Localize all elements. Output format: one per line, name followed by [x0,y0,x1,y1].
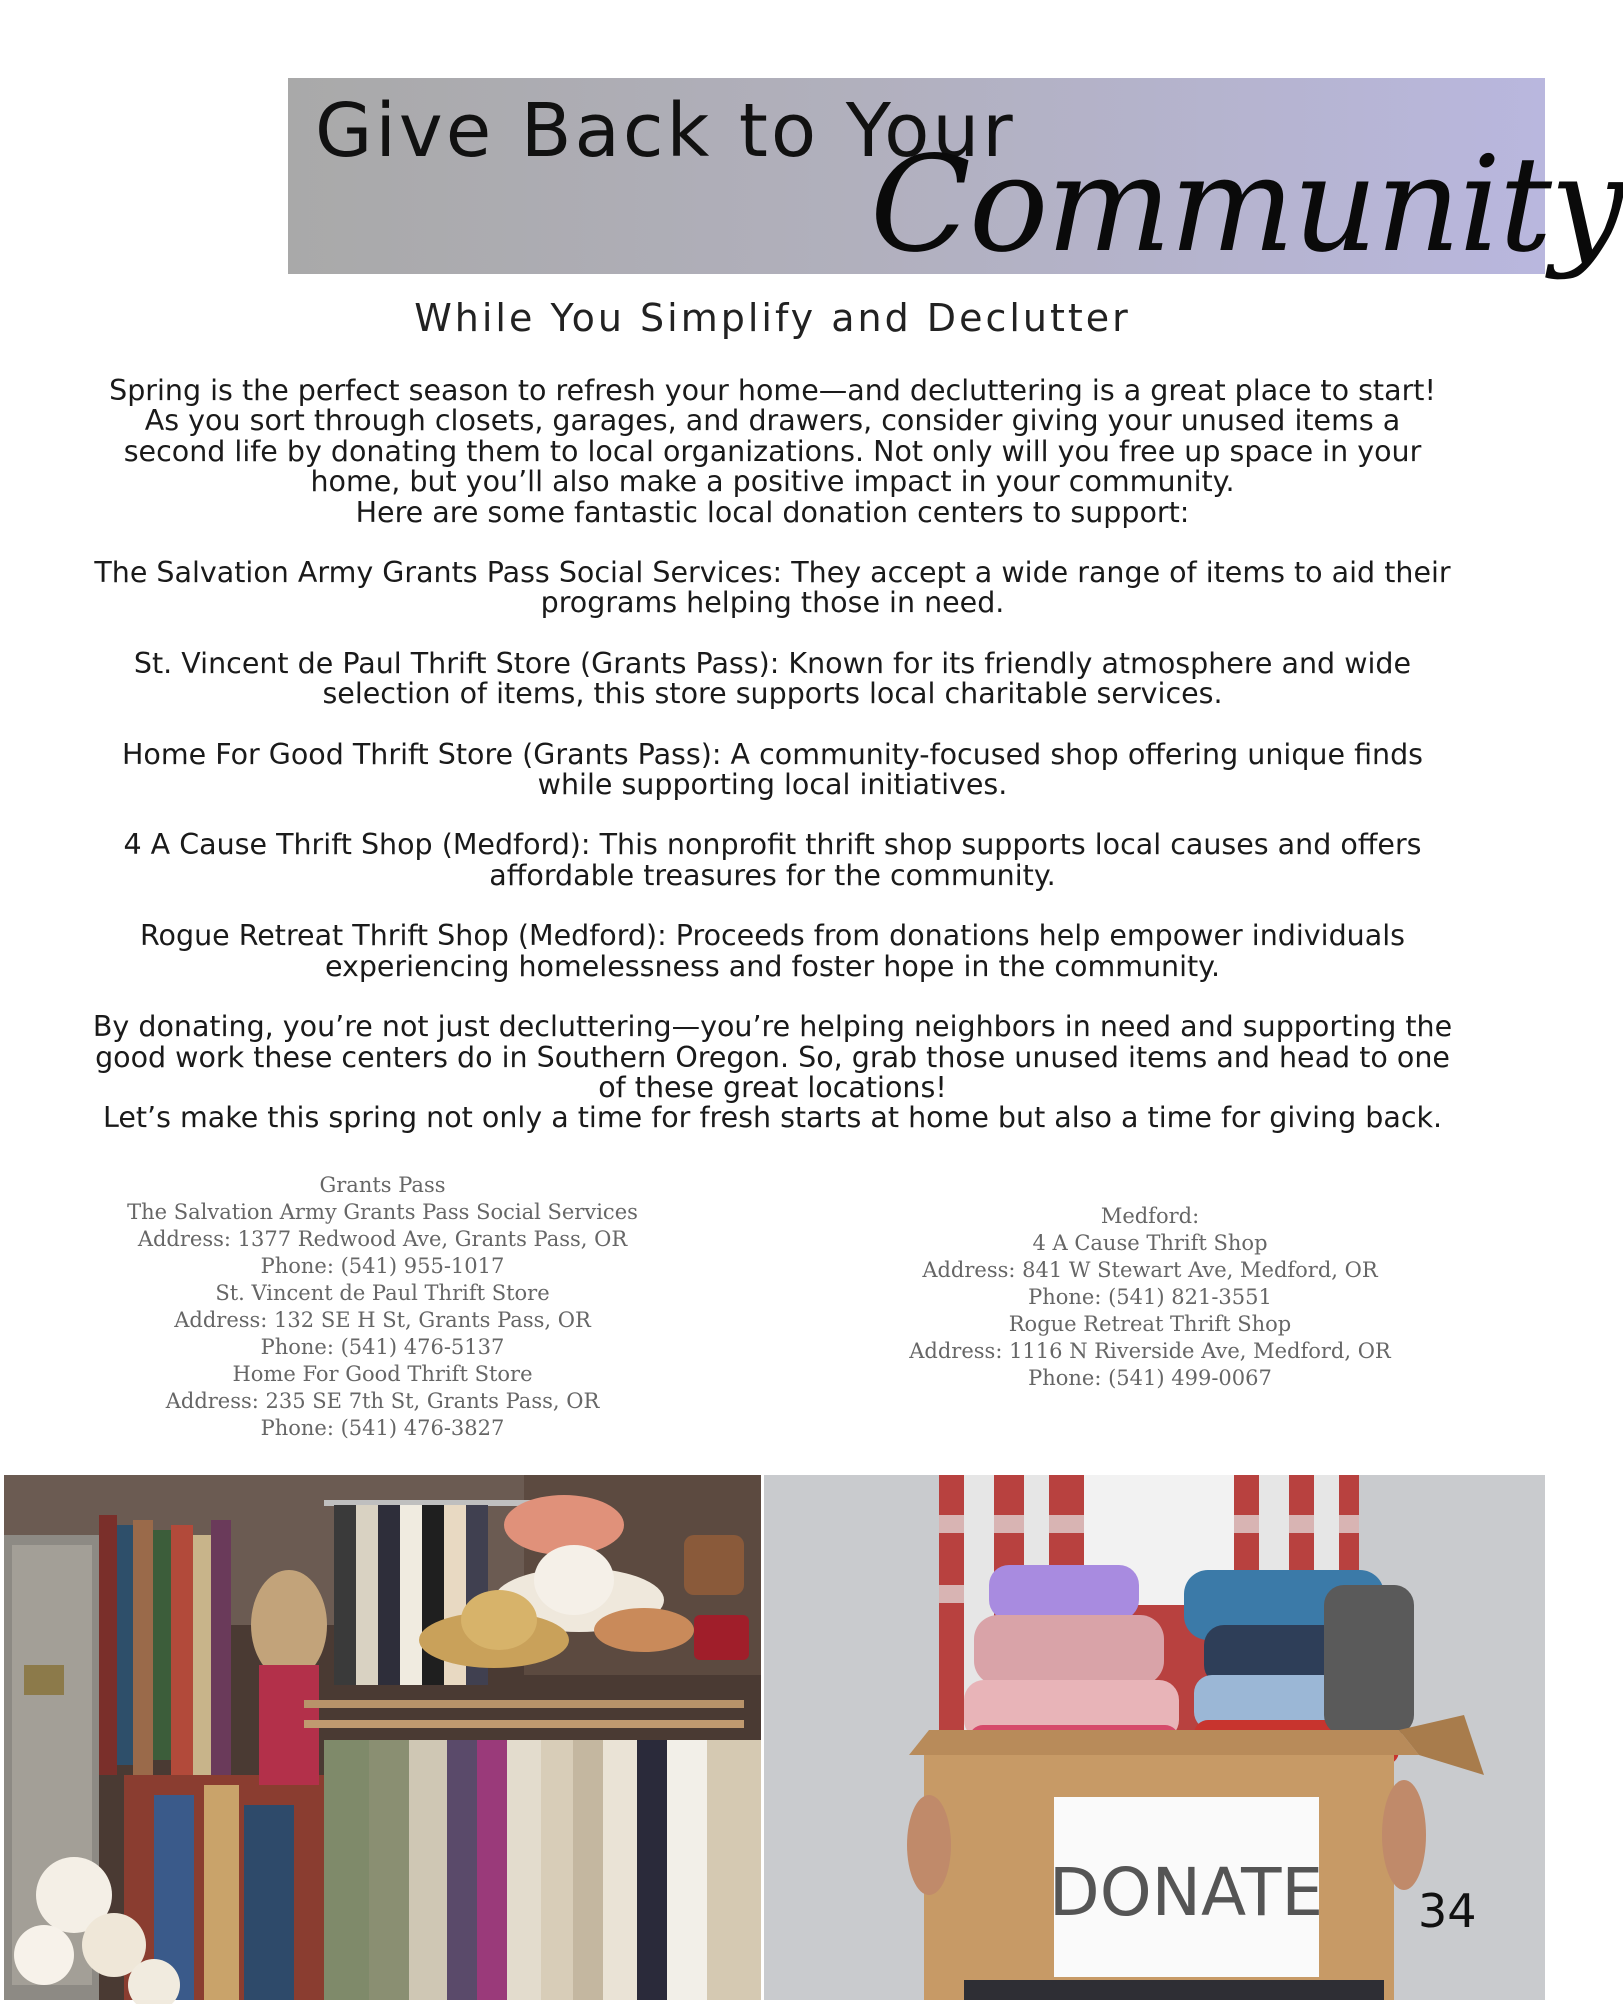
address-line: Phone: (541) 955-1017 [260,1254,505,1278]
address-line: Phone: (541) 821-3551 [1028,1285,1272,1309]
text-line: Spring is the perfect season to refresh your home—and decluttering is a great place to start! [109,374,1436,407]
text-line: while supporting local initiatives. [537,768,1008,802]
text-line: The Salvation Army Grants Pass Social Services: They accept a wide range of items to aid their [94,556,1451,590]
page-title-script: Community [870,128,1623,282]
address-line: Address: 1116 N Riverside Ave, Medford, OR [909,1339,1391,1363]
article-body [60,376,1485,1134]
text-line: St. Vincent de Paul Thrift Store (Grants Pass): Known for its friendly atmosphere and wide [133,646,1412,680]
address-line: Medford: [1100,1204,1200,1228]
text-line: 4 A Cause Thrift Shop (Medford): This nonprofit thrift shop supports local causes and offers [123,828,1422,862]
donate-sign-text: DONATE [1048,1854,1324,1931]
address-line: Phone: (541) 499-0067 [1028,1366,1272,1390]
address-line: Address: 841 W Stewart Ave, Medford, OR [922,1258,1378,1282]
center-paragraph-st-vincent [60,646,1485,711]
text-line: home, but you’ll also make a positive impact in your community. [310,465,1235,499]
address-line: Address: 1377 Redwood Ave, Grants Pass, OR [137,1227,628,1251]
page-title: Give Back to Your [315,88,1016,174]
closing-paragraph [60,1012,1485,1134]
text-line: programs helping those in need. [540,586,1005,620]
address-line: Grants Pass [319,1173,446,1197]
text-line: As you sort through closets, garages, and drawers, consider giving your unused items a [144,404,1401,438]
address-line: Home For Good Thrift Store [232,1362,533,1386]
address-line: St. Vincent de Paul Thrift Store [215,1281,550,1305]
intro-paragraph [60,376,1485,528]
address-line: Address: 132 SE H St, Grants Pass, OR [174,1308,591,1332]
text-line: good work these centers do in Southern Oregon. So, grab those unused items and head to one [95,1040,1450,1074]
grants-pass-addresses [60,1172,705,1442]
text-line: experiencing homelessness and foster hope in the community. [324,949,1221,983]
address-line: Phone: (541) 476-5137 [260,1335,505,1359]
address-line: Rogue Retreat Thrift Shop [1008,1312,1292,1336]
center-paragraph-salvation-army [60,558,1485,619]
text-line: of these great locations! [598,1070,947,1104]
address-line: 4 A Cause Thrift Shop [1032,1231,1268,1255]
medford-addresses [830,1203,1470,1392]
address-line: The Salvation Army Grants Pass Social Services [127,1200,638,1224]
text-line: Rogue Retreat Thrift Shop (Medford): Proceeds from donations help empower individuals [140,919,1405,953]
page-number: 34 [1418,1884,1477,1938]
text-line: Home For Good Thrift Store (Grants Pass): A community-focused shop offering unique finds [121,737,1424,771]
text-line: second life by donating them to local organizations. Not only will you free up space in your [123,434,1422,468]
text-line: affordable treasures for the community. [489,858,1056,892]
center-paragraph-4-a-cause [60,830,1485,891]
text-line: By donating, you’re not just decluttering—you’re helping neighbors in need and supporting the [92,1010,1453,1044]
center-paragraph-home-for-good [60,737,1485,802]
thrift-store-photo [4,1475,761,2000]
address-line: Phone: (541) 476-3827 [260,1416,505,1440]
text-line: selection of items, this store supports local charitable services. [322,677,1223,711]
text-line: Here are some fantastic local donation centers to support: [355,495,1190,529]
address-line: Address: 235 SE 7th St, Grants Pass, OR [165,1389,600,1413]
page-subtitle: While You Simplify and Declutter [414,296,1131,340]
text-line: Let’s make this spring not only a time for fresh starts at home but also a time for giving back. [102,1101,1443,1135]
center-paragraph-rogue-retreat [60,921,1485,982]
